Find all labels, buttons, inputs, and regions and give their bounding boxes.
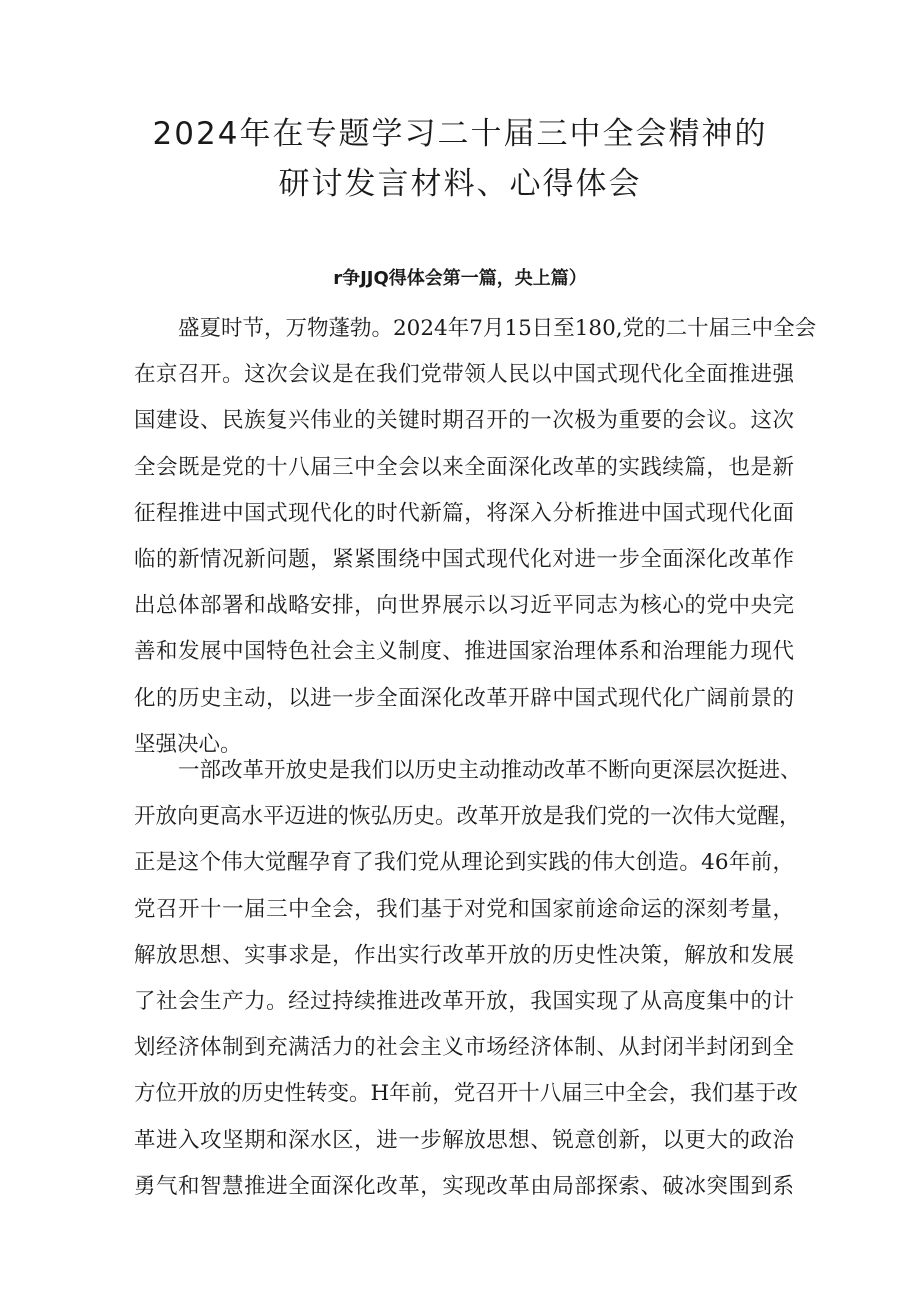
- paragraph-line: 开放向更高水平迈进的恢弘历史。改革开放是我们党的一次伟大觉醒，: [134, 804, 801, 830]
- paragraph-line: 划经济体制到充满活力的社会主义市场经济体制、从封闭半封闭到全: [134, 1035, 794, 1061]
- paragraph-line: 解放思想、实事求是，作出实行改革开放的历史性决策，解放和发展: [134, 942, 794, 968]
- paragraph-line: 善和发展中国特色社会主义制度、推进国家治理体系和治理能力现代: [134, 639, 794, 665]
- paragraph-line: 一部改革开放史是我们以历史主动推动改革不断向更深层次挺进、: [178, 758, 802, 783]
- paragraph-line: 在京召开。这次会议是在我们党带领人民以中国式现代化全面推进强: [134, 362, 794, 388]
- paragraph-line: 国建设、民族复兴伟业的关键时期召开的一次极为重要的会议。这次: [134, 408, 794, 434]
- paragraph-line: 临的新情况新问题，紧紧围绕中国式现代化对进一步全面深化改革作: [134, 546, 794, 572]
- paragraph-line: 方位开放的历史性转变。H年前，党召开十八届三中全会，我们基于改: [134, 1081, 798, 1107]
- paragraph-line: 征程推进中国式现代化的时代新篇，将深入分析推进中国式现代化面: [134, 500, 794, 526]
- paragraph-line: 化的历史主动，以进一步全面深化改革开辟中国式现代化广阔前景的: [134, 685, 794, 711]
- paragraph-line: 盛夏时节，万物蓬勃。2024年7月15日至180,党的二十届三中全会: [178, 316, 817, 341]
- paragraph-line: 勇气和智慧推进全面深化改革，实现改革由局部探索、破冰突围到系: [134, 1173, 794, 1199]
- document-title-line-2: 研讨发言材料、心得体会: [278, 166, 642, 202]
- paragraph-line: 全会既是党的十八届三中全会以来全面深化改革的实践续篇，也是新: [134, 454, 794, 480]
- paragraph-line: 党召开十一届三中全会，我们基于对党和国家前途命运的深刻考量，: [134, 896, 794, 922]
- paragraph-1: [134, 306, 817, 768]
- document-title-line-1: 2024年在专题学习二十届三中全会精神的: [152, 116, 768, 152]
- paragraph-line: 革进入攻坚期和深水区，进一步解放思想、锐意创新，以更大的政治: [134, 1127, 794, 1153]
- paragraph-line: 出总体部署和战略安排，向世界展示以习近平同志为核心的党中央完: [134, 593, 794, 619]
- paragraph-line: 正是这个伟大觉醒孕育了我们党从理论到实践的伟大创造。46年前，: [134, 850, 794, 876]
- document-subtitle: r争JJQ得体会第一篇，央上篇）: [333, 268, 587, 289]
- paragraph-2: [134, 748, 802, 1210]
- paragraph-line: 了社会生产力。经过持续推进改革开放，我国实现了从高度集中的计: [134, 988, 794, 1014]
- paragraph-line: 坚强决心。: [134, 731, 242, 757]
